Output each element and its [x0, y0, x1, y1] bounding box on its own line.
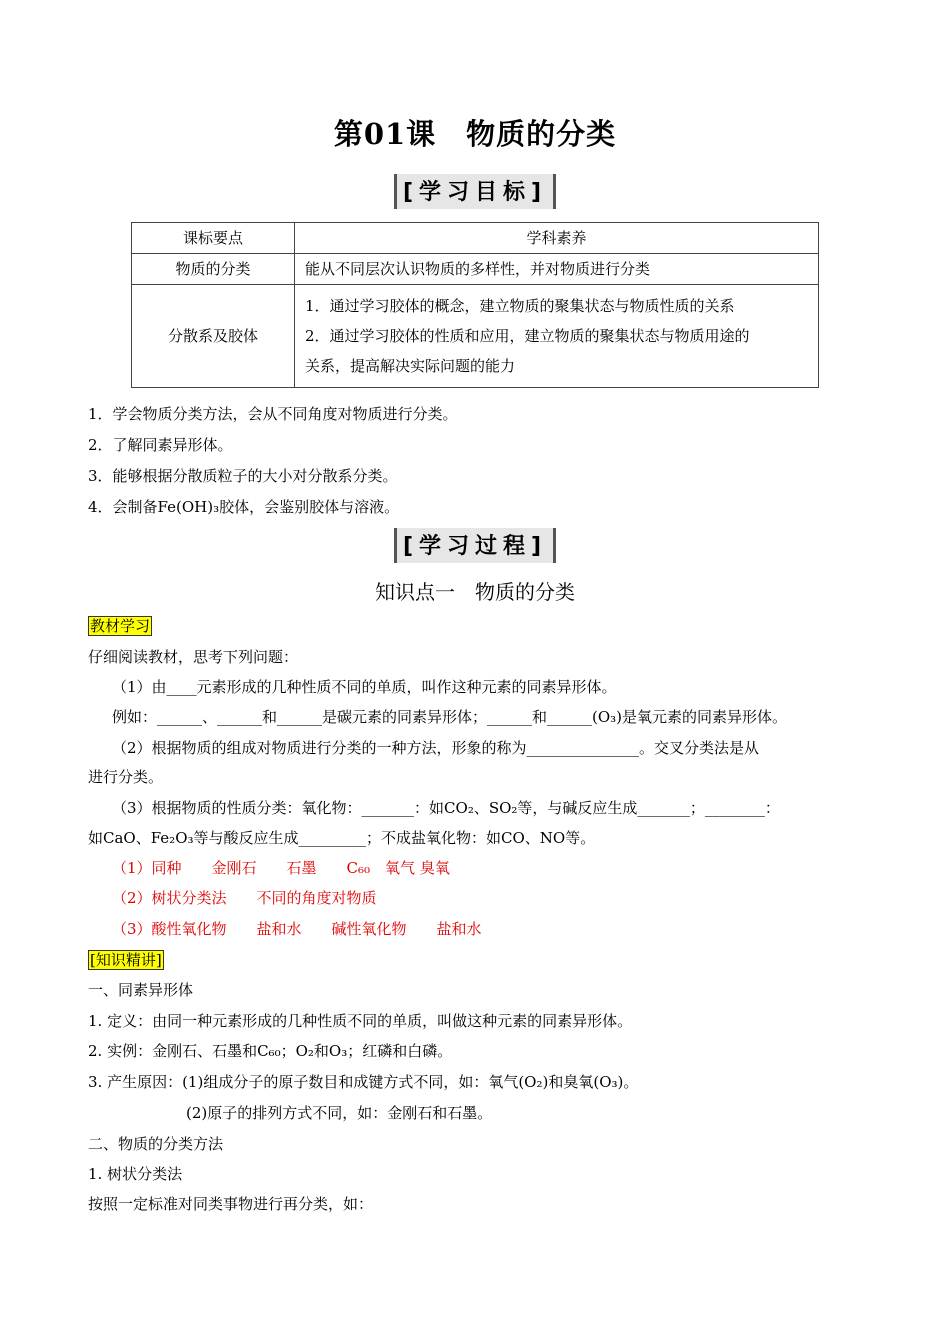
answer-line: （3）酸性氧化物 盐和水 碱性氧化物 盐和水: [112, 920, 482, 938]
intro-text: 仔细阅读教材，思考下列问题：: [88, 648, 299, 666]
answer-line: （1）同种 金刚石 石墨 C₆₀ 氧气 臭氧: [112, 859, 450, 877]
learning-goals-label: [学习目标]: [394, 174, 556, 209]
knowledge-heading-1: 一、同素异形体: [88, 981, 194, 999]
question-1a: （1）由____元素形成的几种性质不同的单质，叫作这种元素的同素异形体。: [112, 678, 617, 696]
objective-item: 2．了解同素异形体。: [88, 436, 233, 454]
row-key-cell: 分散系及胶体: [132, 285, 295, 388]
row-line: 能从不同层次认识物质的多样性，并对物质进行分类: [305, 260, 651, 278]
header-cell-key: 课标要点: [132, 223, 295, 254]
question-2b: 进行分类。: [88, 768, 164, 786]
question-3a: （3）根据物质的性质分类：氧化物：_______：如CO₂、SO₂等，与碱反应生成_______；________：: [112, 799, 780, 817]
knowledge-heading-2: 二、物质的分类方法: [88, 1135, 224, 1153]
question-1b: 例如：______、______和______是碳元素的同素异形体；______和______(O₃)是氧元素的同素异形体。: [112, 708, 788, 726]
learning-process-banner: [0, 528, 950, 563]
answer-line: （2）树状分类法 不同的角度对物质: [112, 889, 377, 907]
cause-line-2: (2)原子的排列方式不同，如：金刚石和石墨。: [186, 1104, 493, 1122]
knowledge-tag: [88, 948, 164, 972]
row-line: 关系，提高解决实际问题的能力: [305, 357, 516, 375]
knowledge-tag-label: [知识精讲]: [90, 951, 162, 969]
page-title: 第01课 物质的分类: [333, 117, 617, 151]
table-row: [132, 285, 819, 388]
row-value-cell: [295, 285, 819, 388]
cause-line-1: 3. 产生原因：(1)组成分子的原子数目和成键方式不同，如：氧气(O₂)和臭氧(O₃)。: [88, 1073, 639, 1091]
header-cell-literacy: 学科素养: [295, 223, 819, 254]
section-title: 知识点一 物质的分类: [375, 580, 575, 604]
example-line: 2. 实例：金刚石、石墨和C₆₀；O₂和O₃；红磷和白磷。: [88, 1042, 453, 1060]
row-value-cell: [295, 254, 819, 285]
definition-line: 1. 定义：由同一种元素形成的几种性质不同的单质，叫做这种元素的同素异形体。: [88, 1012, 633, 1030]
goals-table: [131, 222, 819, 388]
row-line: 2．通过学习胶体的性质和应用，建立物质的聚集状态与物质用途的: [305, 327, 750, 345]
learning-goals-banner: [0, 174, 950, 209]
table-row: [132, 254, 819, 285]
tree-classification-heading: 1. 树状分类法: [88, 1165, 183, 1183]
textbook-tag-label: 教材学习: [90, 617, 151, 635]
question-2a: （2）根据物质的组成对物质进行分类的一种方法，形象的称为_______________。交叉分类法是从: [112, 739, 760, 757]
learning-process-label: [学习过程]: [394, 528, 556, 563]
table-header-row: [132, 223, 819, 254]
row-key-cell: 物质的分类: [132, 254, 295, 285]
objective-item: 3．能够根据分散质粒子的大小对分散系分类。: [88, 467, 398, 485]
objective-item: 1．学会物质分类方法，会从不同角度对物质进行分类。: [88, 405, 458, 423]
textbook-tag: [88, 614, 152, 638]
tree-classification-desc: 按照一定标准对同类事物进行再分类，如：: [88, 1195, 374, 1213]
row-line: 1．通过学习胶体的概念，建立物质的聚集状态与物质性质的关系: [305, 297, 735, 315]
question-3b: 如CaO、Fe₂O₃等与酸反应生成_________；不成盐氧化物：如CO、NO等。: [88, 829, 596, 847]
objective-item: 4．会制备Fe(OH)₃胶体，会鉴别胶体与溶液。: [88, 498, 400, 516]
